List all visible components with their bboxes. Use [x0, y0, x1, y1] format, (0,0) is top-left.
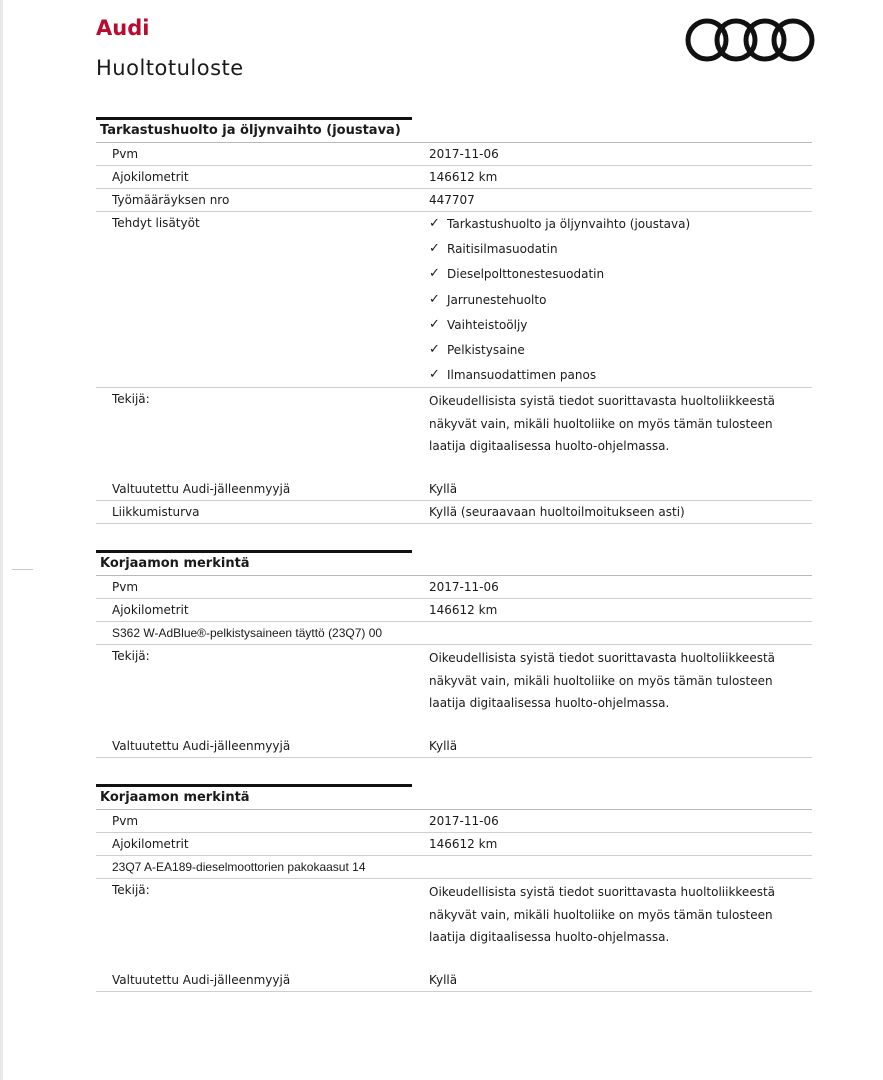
section-header [96, 550, 812, 576]
section-title: Korjaamon merkintä [100, 556, 250, 571]
row-value: 447707 [429, 193, 475, 207]
page-left-edge [0, 0, 3, 1080]
section-title: Tarkastushuolto ja öljynvaihto (joustava) [100, 123, 401, 138]
row-label: Tekijä: [112, 883, 150, 897]
row-value: Kyllä [429, 482, 458, 496]
row-label: Ajokilometrit [112, 837, 189, 851]
row-value: Kyllä [429, 739, 458, 753]
row-value: 2017-11-06 [429, 814, 499, 828]
row-mileage [96, 166, 812, 189]
row-value: 146612 km [429, 837, 498, 851]
operation-code: 23Q7 A-EA189-dieselmoottorien pakokaasut 14 [112, 860, 366, 874]
row-performer [96, 879, 812, 969]
row-label: Ajokilometrit [112, 170, 189, 184]
row-performer [96, 388, 812, 478]
row-label: Pvm [112, 814, 139, 828]
row-date [96, 143, 812, 166]
document-header [96, 16, 816, 80]
row-operation-code [96, 622, 812, 645]
row-label: Valtuutettu Audi-jälleenmyyjä [112, 739, 291, 753]
row-authorized-dealer [96, 735, 812, 758]
margin-mark [12, 569, 33, 570]
performer-note: Oikeudellisista syistä tiedot suorittavasta huoltoliikkeestä näkyvät vain, mikäli huoltoliike on myös tämän tulosteen laatija digitaalisessa huolto-ohjelmassa. [429, 885, 776, 944]
row-label: Valtuutettu Audi-jälleenmyyjä [112, 482, 291, 496]
row-label: Tekijä: [112, 392, 150, 406]
row-extra-work [96, 212, 812, 388]
section-rule [96, 550, 412, 553]
row-value: 146612 km [429, 603, 498, 617]
operation-code: S362 W-AdBlue®-pelkistysaineen täyttö (23Q7) 00 [112, 626, 383, 640]
list-item: ✓ Pelkistysaine [429, 341, 525, 357]
row-date [96, 810, 812, 833]
row-value: Kyllä (seuraavaan huoltoilmoitukseen asti) [429, 505, 685, 519]
row-label: Tehdyt lisätyöt [112, 216, 200, 230]
row-value: 2017-11-06 [429, 580, 499, 594]
row-label: Pvm [112, 147, 139, 161]
performer-note: Oikeudellisista syistä tiedot suorittavasta huoltoliikkeestä näkyvät vain, mikäli huoltoliike on myös tämän tulosteen laatija digitaalisessa huolto-ohjelmassa. [429, 394, 776, 453]
document-title: Huoltotuloste [96, 56, 244, 80]
list-item: ✓ Dieselpolttonestesuodatin [429, 266, 605, 282]
row-label: Työmääräyksen nro [112, 193, 230, 207]
row-label: Pvm [112, 580, 139, 594]
row-value: Kyllä [429, 973, 458, 987]
list-item: ✓ Jarrunestehuolto [429, 291, 547, 307]
row-label: Ajokilometrit [112, 603, 189, 617]
row-authorized-dealer [96, 478, 812, 501]
section-workshop-note-2 [96, 784, 812, 992]
row-mileage [96, 833, 812, 856]
list-item: ✓ Tarkastushuolto ja öljynvaihto (joustava) [429, 216, 691, 231]
row-value: 146612 km [429, 170, 498, 184]
check-icon: ✓ [429, 216, 440, 231]
section-service [96, 117, 812, 524]
check-icon: ✓ [429, 341, 440, 357]
performer-note: Oikeudellisista syistä tiedot suorittavasta huoltoliikkeestä näkyvät vain, mikäli huoltoliike on myös tämän tulosteen laatija digitaalisessa huolto-ohjelmassa. [429, 651, 776, 710]
check-icon: ✓ [429, 241, 440, 257]
row-authorized-dealer [96, 969, 812, 992]
list-item: ✓ Ilmansuodattimen panos [429, 367, 597, 383]
audi-rings-icon [685, 16, 815, 64]
section-rule [96, 784, 412, 787]
list-item: ✓ Raitisilmasuodatin [429, 241, 558, 257]
row-operation-code [96, 856, 812, 879]
row-mileage [96, 599, 812, 622]
row-label: Liikkumisturva [112, 505, 200, 519]
row-value: 2017-11-06 [429, 147, 499, 161]
row-work-order [96, 189, 812, 212]
row-performer [96, 645, 812, 735]
section-rule [96, 117, 412, 120]
row-label: Valtuutettu Audi-jälleenmyyjä [112, 973, 291, 987]
extra-work-list [429, 215, 690, 391]
section-title: Korjaamon merkintä [100, 790, 250, 805]
brand-name: Audi [96, 16, 150, 40]
check-icon: ✓ [429, 266, 440, 282]
row-date [96, 576, 812, 599]
section-header [96, 784, 812, 810]
list-item: ✓ Vaihteistoöljy [429, 316, 528, 332]
section-workshop-note-1 [96, 550, 812, 758]
section-header [96, 117, 812, 143]
row-mobility [96, 501, 812, 524]
check-icon: ✓ [429, 367, 440, 383]
row-label: Tekijä: [112, 649, 150, 663]
check-icon: ✓ [429, 316, 440, 332]
check-icon: ✓ [429, 291, 440, 307]
